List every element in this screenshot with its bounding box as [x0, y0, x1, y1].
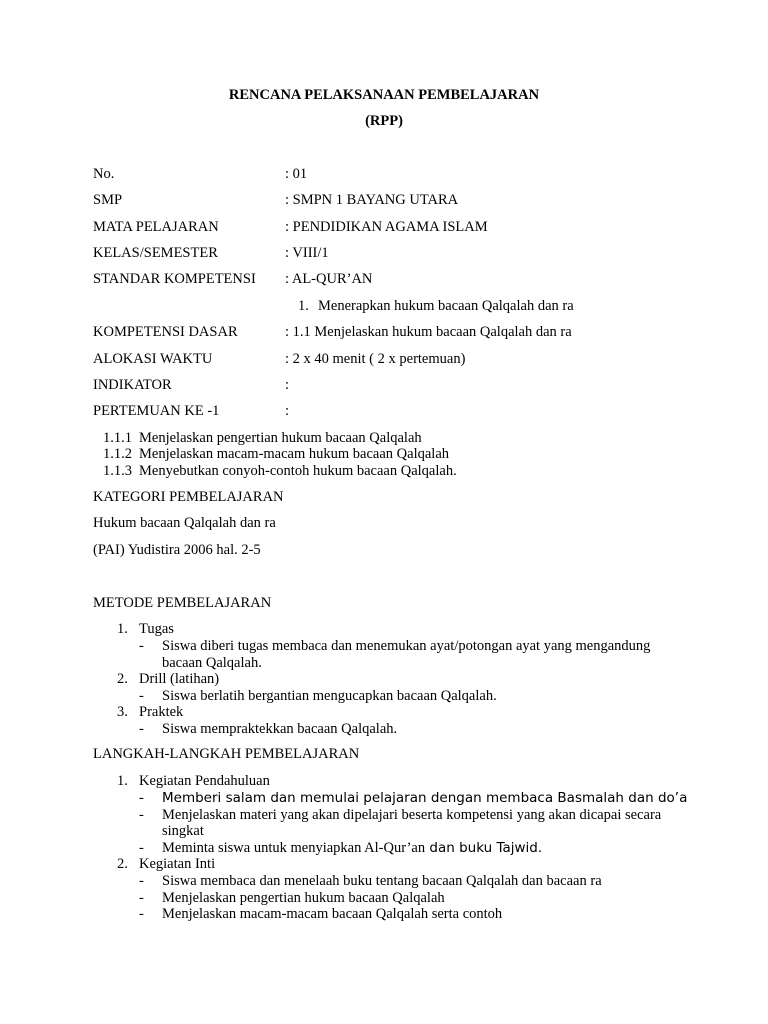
- identity-value-pertemuan: :: [285, 403, 290, 419]
- langkah-dash-1-1: -: [139, 790, 144, 806]
- langkah-num-1: 1.: [117, 773, 128, 789]
- langkah-text-1-3b: dan buku Tajwid.: [425, 840, 543, 856]
- identity-label-no: No.: [93, 166, 115, 182]
- indikator-text-1: Menjelaskan pengertian hukum bacaan Qalqalah: [139, 430, 422, 446]
- identity-label-standar: STANDAR KOMPETENSI: [93, 271, 256, 287]
- identity-value-kd: : 1.1 Menjelaskan hukum bacaan Qalqalah dan ra: [285, 324, 572, 340]
- metode-text-3: Siswa mempraktekkan bacaan Qalqalah.: [162, 721, 398, 737]
- langkah-text-2-2: Menjelaskan pengertian hukum bacaan Qalqalah: [162, 890, 445, 906]
- document-title: RENCANA PELAKSANAAN PEMBELAJARAN: [228, 87, 540, 103]
- identity-value-smp: : SMPN 1 BAYANG UTARA: [285, 192, 459, 208]
- identity-label-kelas: KELAS/SEMESTER: [93, 245, 218, 261]
- metode-title-1: Tugas: [139, 621, 174, 637]
- langkah-dash-1-3: -: [139, 840, 144, 856]
- metode-title-3: Praktek: [139, 704, 184, 720]
- indikator-num-3: 1.1.3: [103, 463, 132, 479]
- langkah-text-1-3: [162, 840, 542, 857]
- indikator-text-2: Menjelaskan macam-macam hukum bacaan Qalqalah: [139, 446, 450, 462]
- langkah-text-1-1: Memberi salam dan memulai pelajaran dengan membaca Basmalah dan do’a: [162, 790, 688, 806]
- langkah-text-2-3: Menjelaskan macam-macam bacaan Qalqalah serta contoh: [162, 906, 503, 922]
- metode-text-1b: bacaan Qalqalah.: [162, 655, 262, 671]
- langkah-heading: LANGKAH-LANGKAH PEMBELAJARAN: [93, 746, 360, 762]
- identity-label-smp: SMP: [93, 192, 123, 208]
- kategori-line-1: Hukum bacaan Qalqalah dan ra: [93, 515, 276, 531]
- metode-dash-1: -: [139, 638, 144, 654]
- indikator-text-3: Menyebutkan conyoh-contoh hukum bacaan Qalqalah.: [139, 463, 457, 479]
- metode-title-2: Drill (latihan): [139, 671, 220, 687]
- indikator-num-2: 1.1.2: [103, 446, 132, 462]
- langkah-title-2: Kegiatan Inti: [139, 856, 216, 872]
- langkah-dash-2-2: -: [139, 890, 144, 906]
- indikator-num-1: 1.1.1: [103, 430, 132, 446]
- identity-value-mapel: : PENDIDIKAN AGAMA ISLAM: [285, 219, 488, 235]
- metode-dash-3: -: [139, 721, 144, 737]
- langkah-dash-2-3: -: [139, 906, 144, 922]
- identity-value-no: : 01: [285, 166, 308, 182]
- identity-value-alokasi: : 2 x 40 menit ( 2 x pertemuan): [285, 351, 466, 367]
- identity-value-indikator: :: [285, 377, 290, 393]
- langkah-title-1: Kegiatan Pendahuluan: [139, 773, 270, 789]
- identity-label-alokasi: ALOKASI WAKTU: [93, 351, 213, 367]
- langkah-text-1-2b: singkat: [162, 823, 204, 839]
- identity-label-indikator: INDIKATOR: [93, 377, 172, 393]
- langkah-text-1-3a: Meminta siswa untuk menyiapkan Al-Qur’an: [162, 840, 426, 856]
- kategori-heading: KATEGORI PEMBELAJARAN: [93, 489, 284, 505]
- langkah-text-1-2a: Menjelaskan materi yang akan dipelajari beserta kompetensi yang akan dicapai secara: [162, 807, 662, 823]
- metode-dash-2: -: [139, 688, 144, 704]
- standar-sub-number: 1.: [298, 298, 309, 314]
- kategori-line-2: (PAI) Yudistira 2006 hal. 2-5: [93, 542, 261, 558]
- identity-value-standar: : AL-QUR’AN: [285, 271, 373, 287]
- identity-label-kd: KOMPETENSI DASAR: [93, 324, 238, 340]
- metode-num-3: 3.: [117, 704, 128, 720]
- langkah-num-2: 2.: [117, 856, 128, 872]
- langkah-text-2-1: Siswa membaca dan menelaah buku tentang bacaan Qalqalah dan bacaan ra: [162, 873, 602, 889]
- identity-label-pertemuan: PERTEMUAN KE -1: [93, 403, 220, 419]
- identity-value-kelas: : VIII/1: [285, 245, 329, 261]
- metode-text-1a: Siswa diberi tugas membaca dan menemukan ayat/potongan ayat yang mengandung: [162, 638, 651, 654]
- identity-label-mapel: MATA PELAJARAN: [93, 219, 219, 235]
- standar-sub-text: Menerapkan hukum bacaan Qalqalah dan ra: [318, 298, 574, 314]
- document-subtitle: (RPP): [365, 113, 403, 129]
- metode-text-2: Siswa berlatih bergantian mengucapkan bacaan Qalqalah.: [162, 688, 497, 704]
- metode-heading: METODE PEMBELAJARAN: [93, 595, 272, 611]
- langkah-dash-1-2: -: [139, 807, 144, 823]
- metode-num-2: 2.: [117, 671, 128, 687]
- metode-num-1: 1.: [117, 621, 128, 637]
- langkah-dash-2-1: -: [139, 873, 144, 889]
